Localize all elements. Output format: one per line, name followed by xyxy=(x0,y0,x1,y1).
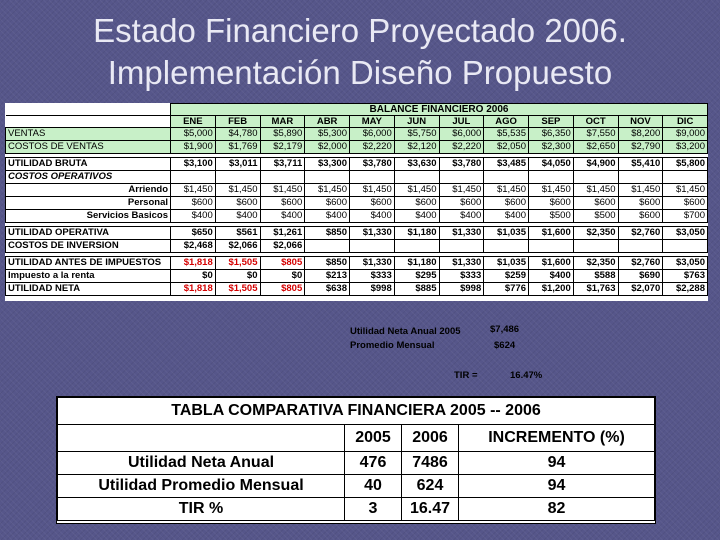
balance-cell: $600 xyxy=(618,197,663,210)
balance-cell xyxy=(663,240,708,253)
balance-row-label: UTILIDAD OPERATIVA xyxy=(6,227,171,240)
balance-cell: $600 xyxy=(439,197,484,210)
balance-cell xyxy=(350,240,395,253)
balance-corner xyxy=(6,104,171,116)
balance-cell: $2,468 xyxy=(171,240,216,253)
balance-row xyxy=(6,171,708,184)
balance-row-label: Servicios Basicos xyxy=(6,210,171,223)
balance-cell: $5,300 xyxy=(305,128,350,141)
row-2005: 40 xyxy=(345,475,402,498)
balance-cell: $2,066 xyxy=(215,240,260,253)
balance-cell xyxy=(618,171,663,184)
comparative-row xyxy=(58,498,655,521)
balance-cell xyxy=(350,171,395,184)
balance-cell: $885 xyxy=(394,283,439,296)
anual-value: $7,486 xyxy=(490,324,520,335)
row-incremento: 94 xyxy=(459,452,655,475)
balance-cell: $3,711 xyxy=(260,158,305,171)
balance-cell: $500 xyxy=(529,210,574,223)
row-2005: 3 xyxy=(345,498,402,521)
balance-cell: $1,330 xyxy=(439,257,484,270)
balance-cell: $5,800 xyxy=(663,158,708,171)
balance-cell: $588 xyxy=(573,270,618,283)
comparative-table xyxy=(57,397,655,521)
balance-cell: $8,200 xyxy=(618,128,663,141)
balance-cell: $2,120 xyxy=(394,141,439,154)
balance-row-label: VENTAS xyxy=(6,128,171,141)
balance-row xyxy=(6,240,708,253)
row-2006: 7486 xyxy=(402,452,459,475)
balance-cell: $3,200 xyxy=(663,141,708,154)
balance-cell xyxy=(215,171,260,184)
balance-cell xyxy=(573,240,618,253)
row-2005: 476 xyxy=(345,452,402,475)
balance-cell: $400 xyxy=(350,210,395,223)
balance-cell: $500 xyxy=(573,210,618,223)
balance-row-label: COSTOS DE INVERSION xyxy=(6,240,171,253)
balance-row xyxy=(6,158,708,171)
balance-cell: $1,200 xyxy=(529,283,574,296)
month-header: ABR xyxy=(305,116,350,128)
comparative-title: TABLA COMPARATIVA FINANCIERA 2005 -- 2006 xyxy=(58,398,655,425)
header-2006: 2006 xyxy=(402,425,459,452)
balance-cell: $600 xyxy=(529,197,574,210)
balance-cell: $3,630 xyxy=(394,158,439,171)
balance-cell: $3,050 xyxy=(663,227,708,240)
balance-cell xyxy=(305,171,350,184)
balance-cell: $5,750 xyxy=(394,128,439,141)
balance-cell: $4,050 xyxy=(529,158,574,171)
comparative-row xyxy=(58,452,655,475)
balance-cell: $600 xyxy=(573,197,618,210)
balance-cell xyxy=(305,240,350,253)
balance-cell: $561 xyxy=(215,227,260,240)
balance-row xyxy=(6,283,708,296)
balance-cell xyxy=(394,240,439,253)
balance-cell: $1,035 xyxy=(484,227,529,240)
balance-cell: $2,220 xyxy=(439,141,484,154)
balance-row-label: UTILIDAD ANTES DE IMPUESTOS xyxy=(6,257,171,270)
balance-cell: $600 xyxy=(484,197,529,210)
balance-cell: $9,000 xyxy=(663,128,708,141)
balance-cell: $2,350 xyxy=(573,227,618,240)
balance-cell: $400 xyxy=(394,210,439,223)
balance-cell: $805 xyxy=(260,283,305,296)
title-line-1: Estado Financiero Proyectado 2006. xyxy=(93,12,627,49)
balance-cell: $400 xyxy=(305,210,350,223)
balance-cell: $213 xyxy=(305,270,350,283)
balance-cell: $650 xyxy=(171,227,216,240)
balance-cell: $6,350 xyxy=(529,128,574,141)
balance-cell: $600 xyxy=(394,197,439,210)
row-label: Utilidad Neta Anual xyxy=(58,452,345,475)
row-2006: 624 xyxy=(402,475,459,498)
balance-cell: $1,450 xyxy=(618,184,663,197)
balance-cell: $690 xyxy=(618,270,663,283)
balance-table-panel xyxy=(5,103,708,301)
balance-cell: $2,760 xyxy=(618,257,663,270)
balance-cell: $5,000 xyxy=(171,128,216,141)
balance-cell: $400 xyxy=(439,210,484,223)
balance-cell: $2,179 xyxy=(260,141,305,154)
balance-cell: $600 xyxy=(350,197,395,210)
balance-cell: $333 xyxy=(350,270,395,283)
balance-row-label: Arriendo xyxy=(6,184,171,197)
month-header: ENE xyxy=(171,116,216,128)
balance-cell: $1,330 xyxy=(350,257,395,270)
balance-cell: $1,180 xyxy=(394,227,439,240)
month-header: NOV xyxy=(618,116,663,128)
balance-cell: $600 xyxy=(215,197,260,210)
month-corner xyxy=(6,116,171,128)
balance-cell: $1,450 xyxy=(260,184,305,197)
balance-cell: $1,450 xyxy=(394,184,439,197)
balance-cell: $1,450 xyxy=(529,184,574,197)
balance-cell xyxy=(663,171,708,184)
balance-cell: $600 xyxy=(260,197,305,210)
balance-cell: $333 xyxy=(439,270,484,283)
month-header: SEP xyxy=(529,116,574,128)
balance-cell: $2,790 xyxy=(618,141,663,154)
balance-cell: $0 xyxy=(215,270,260,283)
balance-cell: $1,450 xyxy=(663,184,708,197)
balance-cell: $5,410 xyxy=(618,158,663,171)
balance-cell: $0 xyxy=(260,270,305,283)
balance-cell: $2,050 xyxy=(484,141,529,154)
balance-cell: $1,180 xyxy=(394,257,439,270)
balance-cell: $6,000 xyxy=(439,128,484,141)
balance-cell: $1,261 xyxy=(260,227,305,240)
balance-cell xyxy=(573,171,618,184)
balance-cell: $2,760 xyxy=(618,227,663,240)
balance-cell: $1,330 xyxy=(439,227,484,240)
balance-cell: $1,505 xyxy=(215,257,260,270)
balance-cell: $1,450 xyxy=(350,184,395,197)
month-header: MAY xyxy=(350,116,395,128)
balance-cell xyxy=(171,171,216,184)
balance-title: BALANCE FINANCIERO 2006 xyxy=(171,104,708,116)
balance-cell: $600 xyxy=(663,197,708,210)
balance-cell: $998 xyxy=(439,283,484,296)
row-incremento: 82 xyxy=(459,498,655,521)
balance-cell: $4,900 xyxy=(573,158,618,171)
balance-cell: $805 xyxy=(260,257,305,270)
balance-cell: $400 xyxy=(484,210,529,223)
balance-cell xyxy=(439,240,484,253)
balance-cell: $400 xyxy=(529,270,574,283)
balance-cell: $400 xyxy=(215,210,260,223)
balance-cell: $700 xyxy=(663,210,708,223)
balance-cell: $0 xyxy=(171,270,216,283)
balance-cell: $1,450 xyxy=(215,184,260,197)
balance-cell: $7,550 xyxy=(573,128,618,141)
month-header: MAR xyxy=(260,116,305,128)
balance-cell: $1,818 xyxy=(171,257,216,270)
balance-cell: $1,450 xyxy=(305,184,350,197)
tir-value: 16.47% xyxy=(510,370,543,381)
balance-cell: $1,600 xyxy=(529,227,574,240)
balance-cell: $3,485 xyxy=(484,158,529,171)
month-header: OCT xyxy=(573,116,618,128)
balance-row xyxy=(6,141,708,154)
balance-cell xyxy=(529,171,574,184)
balance-table xyxy=(5,103,708,296)
tir-label: TIR = xyxy=(454,370,478,381)
balance-row-label: COSTOS DE VENTAS xyxy=(6,141,171,154)
balance-cell xyxy=(529,240,574,253)
month-header: DIC xyxy=(663,116,708,128)
balance-cell: $3,011 xyxy=(215,158,260,171)
anual-label: Utilidad Neta Anual 2005 xyxy=(350,326,461,337)
balance-cell: $638 xyxy=(305,283,350,296)
balance-cell: $2,650 xyxy=(573,141,618,154)
balance-cell xyxy=(484,240,529,253)
mensual-label: Promedio Mensual xyxy=(350,340,435,351)
balance-cell: $1,450 xyxy=(171,184,216,197)
balance-cell xyxy=(260,171,305,184)
balance-cell: $1,769 xyxy=(215,141,260,154)
balance-row-label: Personal xyxy=(6,197,171,210)
balance-cell: $2,070 xyxy=(618,283,663,296)
title-line-2: Implementación Diseño Propuesto xyxy=(107,54,613,91)
balance-cell: $600 xyxy=(171,197,216,210)
balance-cell: $1,900 xyxy=(171,141,216,154)
comparative-corner xyxy=(58,425,345,452)
balance-cell: $5,535 xyxy=(484,128,529,141)
balance-cell: $400 xyxy=(171,210,216,223)
balance-cell: $2,300 xyxy=(529,141,574,154)
balance-row-label: UTILIDAD NETA xyxy=(6,283,171,296)
balance-row xyxy=(6,128,708,141)
balance-cell: $1,600 xyxy=(529,257,574,270)
balance-row-label: UTILIDAD BRUTA xyxy=(6,158,171,171)
balance-cell xyxy=(484,171,529,184)
balance-cell: $2,288 xyxy=(663,283,708,296)
balance-cell: $3,300 xyxy=(305,158,350,171)
balance-cell: $1,763 xyxy=(573,283,618,296)
balance-row xyxy=(6,184,708,197)
balance-cell: $2,220 xyxy=(350,141,395,154)
balance-cell xyxy=(618,240,663,253)
balance-cell: $3,050 xyxy=(663,257,708,270)
balance-cell: $776 xyxy=(484,283,529,296)
row-incremento: 94 xyxy=(459,475,655,498)
balance-row xyxy=(6,257,708,270)
balance-cell: $259 xyxy=(484,270,529,283)
balance-cell: $600 xyxy=(618,210,663,223)
comparative-row xyxy=(58,475,655,498)
balance-cell: $1,505 xyxy=(215,283,260,296)
balance-cell: $295 xyxy=(394,270,439,283)
month-header: FEB xyxy=(215,116,260,128)
month-header: JUN xyxy=(394,116,439,128)
balance-cell xyxy=(394,171,439,184)
row-2006: 16.47 xyxy=(402,498,459,521)
balance-row-label: Impuesto a la renta xyxy=(6,270,171,283)
slide-title xyxy=(0,10,720,94)
row-label: Utilidad Promedio Mensual xyxy=(58,475,345,498)
balance-row-label: COSTOS OPERATIVOS xyxy=(6,171,171,184)
balance-row xyxy=(6,227,708,240)
balance-cell: $1,450 xyxy=(573,184,618,197)
balance-cell: $998 xyxy=(350,283,395,296)
month-header: AGO xyxy=(484,116,529,128)
row-label: TIR % xyxy=(58,498,345,521)
balance-cell: $763 xyxy=(663,270,708,283)
balance-cell: $400 xyxy=(260,210,305,223)
balance-cell: $4,780 xyxy=(215,128,260,141)
month-header: JUL xyxy=(439,116,484,128)
balance-cell: $1,450 xyxy=(484,184,529,197)
balance-row xyxy=(6,210,708,223)
balance-cell xyxy=(439,171,484,184)
header-2005: 2005 xyxy=(345,425,402,452)
balance-cell: $1,035 xyxy=(484,257,529,270)
balance-row xyxy=(6,197,708,210)
balance-cell: $850 xyxy=(305,227,350,240)
header-incremento: INCREMENTO (%) xyxy=(459,425,655,452)
balance-cell: $3,780 xyxy=(350,158,395,171)
balance-cell: $3,780 xyxy=(439,158,484,171)
balance-cell: $850 xyxy=(305,257,350,270)
balance-cell: $3,100 xyxy=(171,158,216,171)
balance-cell: $2,000 xyxy=(305,141,350,154)
balance-cell: $2,066 xyxy=(260,240,305,253)
balance-row xyxy=(6,270,708,283)
balance-cell: $2,350 xyxy=(573,257,618,270)
balance-cell: $600 xyxy=(305,197,350,210)
mensual-value: $624 xyxy=(494,340,516,351)
balance-cell: $6,000 xyxy=(350,128,395,141)
balance-cell: $1,450 xyxy=(439,184,484,197)
balance-cell: $5,890 xyxy=(260,128,305,141)
comparative-table-panel xyxy=(56,396,656,524)
balance-cell: $1,330 xyxy=(350,227,395,240)
balance-cell: $1,818 xyxy=(171,283,216,296)
